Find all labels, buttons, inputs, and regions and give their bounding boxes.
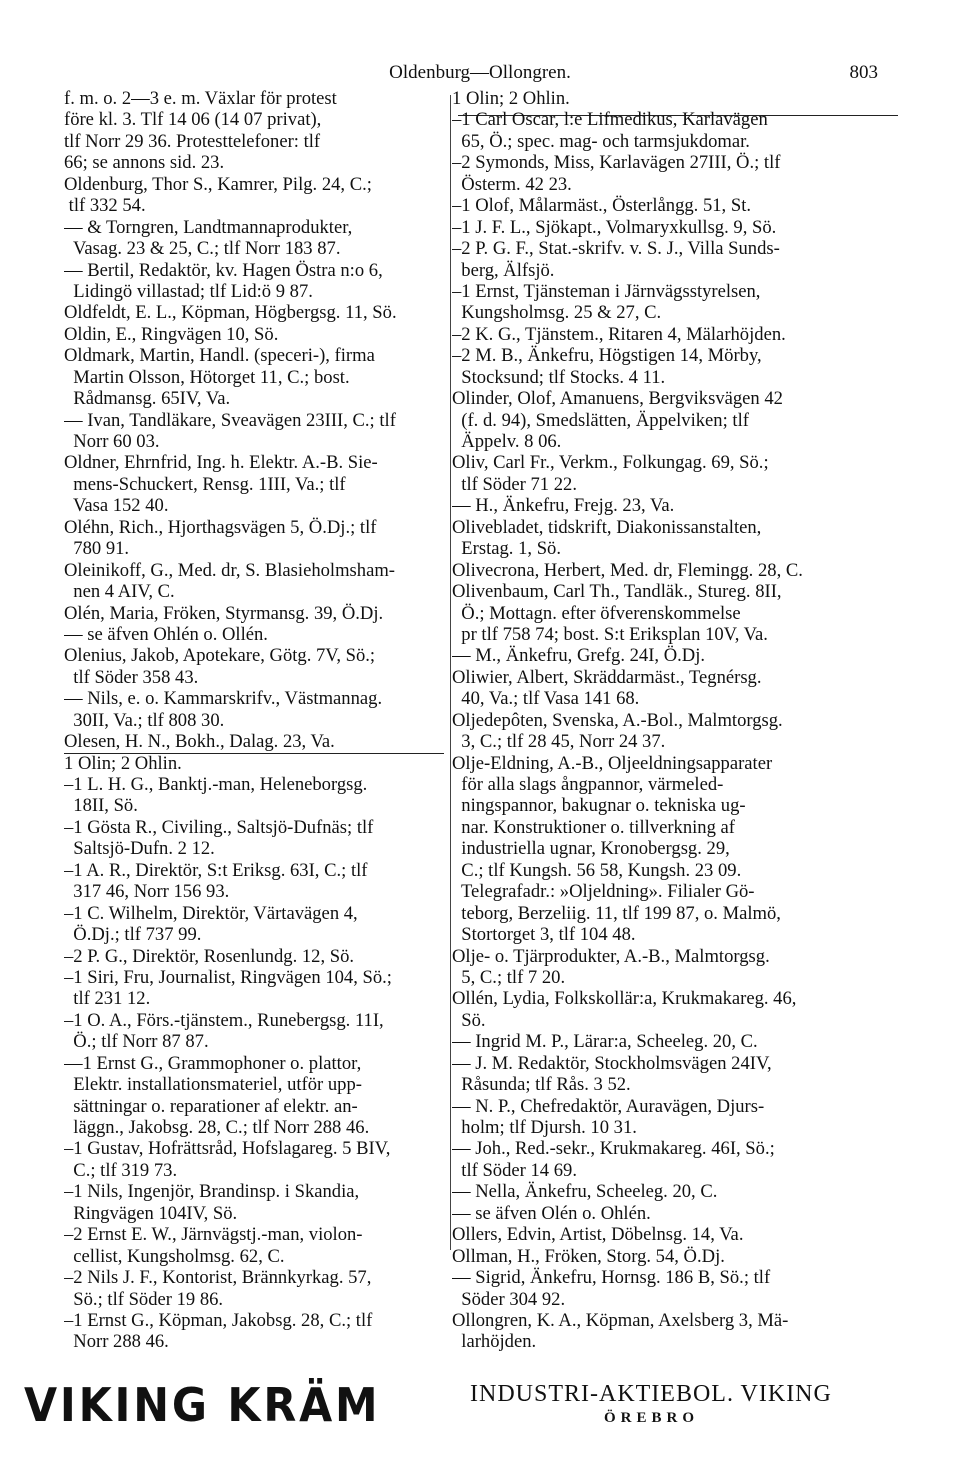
directory-entry-line: –2 K. G., Tjänstem., Ritaren 4, Mälarhöjden. <box>452 323 786 345</box>
directory-entry-line: 30II, Va.; tlf 808 30. <box>64 709 225 731</box>
directory-entry-line: 18II, Sö. <box>64 795 138 817</box>
directory-entry-line: Oléhn, Rich., Hjorthagsvägen 5, Ö.Dj.; tlf <box>64 516 377 538</box>
directory-entry-line: tlf 332 54. <box>64 195 146 217</box>
directory-entry-line: 1 Olin; 2 Ohlin. <box>452 88 570 109</box>
directory-entry-line: C.; tlf Kungsh. 56 58, Kungsh. 23 09. <box>452 859 742 881</box>
directory-entry-line: larhöjden. <box>452 1331 537 1353</box>
directory-entry-line: Oldfeldt, E. L., Köpman, Högbergsg. 11, Sö. <box>64 302 397 324</box>
directory-entry-line: Söder 304 92. <box>452 1288 566 1310</box>
directory-entry-line: –1 Olof, Målarmäst., Österlångg. 51, St. <box>452 195 752 217</box>
directory-entry-line: Vasag. 23 & 25, C.; tlf Norr 183 87. <box>64 238 341 260</box>
directory-entry-line: –1 Ernst, Tjänsteman i Järnvägsstyrelsen, <box>452 280 761 302</box>
directory-entry-line: –1 Gustav, Hofrättsråd, Hofslagareg. 5 BIV, <box>64 1138 391 1160</box>
directory-entry-line: –2 Symonds, Miss, Karlavägen 27III, Ö.; tlf <box>452 152 781 174</box>
directory-entry-line: 65, Ö.; spec. mag- och tarmsjukdomar. <box>452 130 750 152</box>
directory-entry-line: 317 46, Norr 156 93. <box>64 881 230 903</box>
directory-entry-line: Norr 288 46. <box>64 1331 169 1353</box>
directory-entry-line: Oldenburg, Thor S., Kamrer, Pilg. 24, C.; <box>64 173 372 195</box>
directory-entry-line: före kl. 3. Tlf 14 06 (14 07 privat), <box>64 109 322 131</box>
directory-entry-line: –1 C. Wilhelm, Direktör, Värtavägen 4, <box>64 902 358 924</box>
directory-entry-line: Oldmark, Martin, Handl. (speceri-), firma <box>64 345 375 367</box>
directory-entry-line: — H., Änkefru, Frejg. 23, Va. <box>452 495 675 517</box>
directory-entry-line: Ollén, Lydia, Folkskollär:a, Krukmakareg. 46, <box>452 988 797 1010</box>
directory-entry-line: — J. M. Redaktör, Stockholmsvägen 24IV, <box>452 1052 772 1074</box>
directory-entry-line: –2 P. G. F., Stat.-skrifv. v. S. J., Villa Sunds- <box>452 238 780 260</box>
directory-entry-line: Oliwier, Albert, Skräddarmäst., Tegnérsg. <box>452 666 762 688</box>
ad-city: ÖREBRO <box>604 1410 700 1426</box>
page-title: Oldenburg—Ollongren. <box>389 62 571 83</box>
directory-entry-line: — & Torngren, Landtmannaprodukter, <box>64 216 353 238</box>
directory-entry-line: Olén, Maria, Fröken, Styrmansg. 39, Ö.Dj. <box>64 602 384 624</box>
directory-entry-line: Ö.; tlf Norr 87 87. <box>64 1031 209 1053</box>
directory-entry-line: Vasa 152 40. <box>64 495 169 517</box>
directory-entry-line: –1 Ernst G., Köpman, Jakobsg. 28, C.; tlf <box>64 1309 373 1331</box>
directory-entry-line: –1 L. H. G., Banktj.-man, Heleneborgsg. <box>64 774 368 795</box>
directory-entry-line: — Nils, e. o. Kammarskrifv., Västmannag. <box>64 688 383 710</box>
directory-entry-line: –2 Nils J. F., Kontorist, Brännkyrkag. 57, <box>64 1267 372 1289</box>
directory-entry-line: — Ingrid M. P., Lärar:a, Scheeleg. 20, C. <box>452 1031 758 1053</box>
directory-entry-line: Österm. 42 23. <box>452 173 572 195</box>
directory-entry-line: Rådmansg. 65IV, Va. <box>64 388 231 410</box>
directory-entry-line: Ollongren, K. A., Köpman, Axelsberg 3, Mä- <box>452 1309 789 1331</box>
directory-entry-line: –1 O. A., Förs.-tjänstem., Runebergsg. 11I, <box>64 1009 384 1031</box>
directory-entry-line: (f. d. 94), Smedslätten, Äppelviken; tlf <box>452 409 749 431</box>
directory-entry-line: Olivecrona, Herbert, Med. dr, Flemingg. 28, C. <box>452 559 803 581</box>
directory-entry-line: Telegrafadr.: »Oljeldning». Filialer Gö- <box>452 881 755 903</box>
directory-entry-line: –2 Ernst E. W., Järnvägstj.-man, violon- <box>64 1224 363 1246</box>
directory-entry-line: 40, Va.; tlf Vasa 141 68. <box>452 688 640 710</box>
directory-entry-line: — Nella, Änkefru, Scheeleg. 20, C. <box>452 1181 718 1203</box>
directory-entry-line: mens-Schuckert, Rensg. 1III, Va.; tlf <box>64 473 346 495</box>
directory-entry-line: Ö.Dj.; tlf 737 99. <box>64 924 202 946</box>
directory-entry-line: tlf Söder 14 69. <box>452 1159 577 1181</box>
left-column <box>64 88 452 1353</box>
directory-entry-line: — Ivan, Tandläkare, Sveavägen 23III, C.; tlf <box>64 409 396 431</box>
directory-entry-line: Råsunda; tlf Rås. 3 52. <box>452 1074 631 1096</box>
directory-entry-line: industriella ugnar, Kronobergsg. 29, <box>452 838 730 860</box>
directory-entry-line: Stortorget 3, tlf 104 48. <box>452 924 636 946</box>
directory-entry-line: Äppelv. 8 06. <box>452 431 562 452</box>
directory-entry-line: Ollers, Edvin, Artist, Döbelnsg. 14, Va. <box>452 1224 744 1246</box>
directory-entry-line: –1 Nils, Ingenjör, Brandinsp. i Skandia, <box>64 1181 360 1203</box>
directory-entry-line: Ringvägen 104IV, Sö. <box>64 1202 238 1224</box>
directory-entry-line: Olesen, H. N., Bokh., Dalag. 23, Va. <box>64 731 335 753</box>
directory-entry-line: Kungsholmsg. 25 & 27, C. <box>452 302 662 324</box>
directory-entry-line: tlf Söder 71 22. <box>452 473 577 495</box>
directory-entry-line: — se äfven Ohlén o. Ollén. <box>64 623 268 645</box>
directory-entry-line: 1 Olin; 2 Ohlin. <box>64 752 182 774</box>
directory-entry-line: Norr 60 03. <box>64 431 160 452</box>
directory-entry-line: holm; tlf Djursh. 10 31. <box>452 1117 637 1138</box>
directory-entry-line: –1 J. F. L., Sjökapt., Volmaryxkullsg. 9, Sö. <box>452 216 777 238</box>
directory-entry-line: Oldin, E., Ringvägen 10, Sö. <box>64 323 279 345</box>
directory-entry-line: f. m. o. 2—3 e. m. Växlar för protest <box>64 88 337 109</box>
directory-entry-line: ningspannor, bakugnar o. tekniska ug- <box>452 795 746 817</box>
directory-entry-line: Ö.; Mottagn. efter öfverenskommelse <box>452 602 741 624</box>
directory-entry-line: 66; se annons sid. 23. <box>64 152 225 174</box>
directory-entry-line: –1 Siri, Fru, Journalist, Ringvägen 104, Sö.; <box>64 966 392 988</box>
directory-entry-line: — N. P., Chefredaktör, Auravägen, Djurs- <box>452 1095 765 1117</box>
directory-entry-line: Erstag. 1, Sö. <box>452 538 561 560</box>
directory-entry-line: för alla slags ångpannor, värmeled- <box>452 774 724 795</box>
directory-entry-line: — se äfven Olén o. Ohlén. <box>452 1202 651 1224</box>
directory-entry-line: C.; tlf 319 73. <box>64 1159 178 1181</box>
page-number: 803 <box>849 62 878 83</box>
directory-entry-line: Oljedepôten, Svenska, A.-Bol., Malmtorgsg. <box>452 709 783 731</box>
directory-entry-line: Sö. <box>452 1009 486 1031</box>
directory-entry-line: tlf Norr 29 36. Protesttelefoner: tlf <box>64 130 321 152</box>
directory-entry-line: Elektr. installationsmateriel, utför upp- <box>64 1074 362 1096</box>
directory-entry-line: Saltsjö-Dufn. 2 12. <box>64 838 215 860</box>
ad-company: INDUSTRI-AKTIEBOL. VIKING <box>470 1381 832 1407</box>
directory-entry-line: 780 91. <box>64 538 130 560</box>
directory-entry-line: Oldner, Ehrnfrid, Ing. h. Elektr. A.-B. Sie- <box>64 452 378 474</box>
directory-entry-line: läggn., Jakobsg. 28, C.; tlf Norr 288 46. <box>64 1117 370 1138</box>
directory-entry-line: Sö.; tlf Söder 19 86. <box>64 1288 224 1310</box>
directory-entry-line: — M., Änkefru, Grefg. 24I, Ö.Dj. <box>452 645 706 667</box>
directory-entry-line: Olivenbaum, Carl Th., Tandläk., Stureg. 8II, <box>452 581 782 603</box>
directory-entry-line: –2 P. G., Direktör, Rosenlundg. 12, Sö. <box>64 945 355 967</box>
directory-entry-line: –2 M. B., Änkefru, Högstigen 14, Mörby, <box>452 345 762 367</box>
ad-brand: VIKING KRÄM <box>24 1378 381 1432</box>
directory-entry-line: 3, C.; tlf 28 45, Norr 24 37. <box>452 731 666 753</box>
advertisement-banner <box>24 1378 924 1440</box>
directory-entry-line: Olenius, Jakob, Apotekare, Götg. 7V, Sö.; <box>64 645 376 667</box>
directory-entry-line: — Bertil, Redaktör, kv. Hagen Östra n:o 6, <box>64 259 383 281</box>
directory-entry-line: 5, C.; tlf 7 20. <box>452 966 566 988</box>
directory-entry-line: –1 A. R., Direktör, S:t Eriksg. 63I, C.; tlf <box>64 859 368 881</box>
directory-entry-line: –1 Carl Oscar, l:e Lifmedikus, Karlavägen <box>452 109 768 131</box>
directory-entry-line: Ollman, H., Fröken, Storg. 54, Ö.Dj. <box>452 1245 725 1267</box>
directory-entry-line: Olinder, Olof, Amanuens, Bergviksvägen 42 <box>452 388 783 410</box>
directory-entry-line: — Joh., Red.-sekr., Krukmakareg. 46I, Sö.; <box>452 1138 775 1160</box>
directory-entry-line: pr tlf 758 74; bost. S:t Eriksplan 10V, Va. <box>452 623 768 645</box>
directory-entry-line: Oliv, Carl Fr., Verkm., Folkungag. 69, Sö.; <box>452 452 769 474</box>
directory-entry-line: Olivebladet, tidskrift, Diakonissanstalten, <box>452 516 762 538</box>
directory-entry-line: Lidingö villastad; tlf Lid:ö 9 87. <box>64 280 313 302</box>
directory-entry-line: nar. Konstruktioner o. tillverkning af <box>452 816 735 838</box>
directory-entry-line: tlf 231 12. <box>64 988 151 1010</box>
directory-entry-line: Stocksund; tlf Stocks. 4 11. <box>452 366 666 388</box>
directory-entry-line: sättningar o. reparationer af elektr. an- <box>64 1095 358 1117</box>
directory-entry-line: –1 Gösta R., Civiling., Saltsjö-Dufnäs; tlf <box>64 816 374 838</box>
directory-entry-line: Oleinikoff, G., Med. dr, S. Blasieholmsham- <box>64 559 395 581</box>
directory-entry-line: —1 Ernst G., Grammophoner o. plattor, <box>64 1052 362 1074</box>
directory-entry-line: — Sigrid, Änkefru, Hornsg. 186 B, Sö.; tlf <box>452 1267 771 1289</box>
directory-entry-line: berg, Älfsjö. <box>452 259 555 281</box>
directory-entry-line: nen 4 AIV, C. <box>64 581 175 603</box>
right-column <box>452 88 900 1353</box>
directory-entry-line: Martin Olsson, Hötorget 11, C.; bost. <box>64 366 350 388</box>
directory-entry-line: tlf Söder 358 43. <box>64 666 199 688</box>
directory-entry-line: teborg, Berzeliig. 11, tlf 199 87, o. Malmö, <box>452 902 781 924</box>
directory-entry-line: Olje- o. Tjärprodukter, A.-B., Malmtorgsg. <box>452 945 770 967</box>
directory-entry-line: Olje-Eldning, A.-B., Oljeeldningsapparater <box>452 752 773 774</box>
directory-entry-line: cellist, Kungsholmsg. 62, C. <box>64 1245 285 1267</box>
